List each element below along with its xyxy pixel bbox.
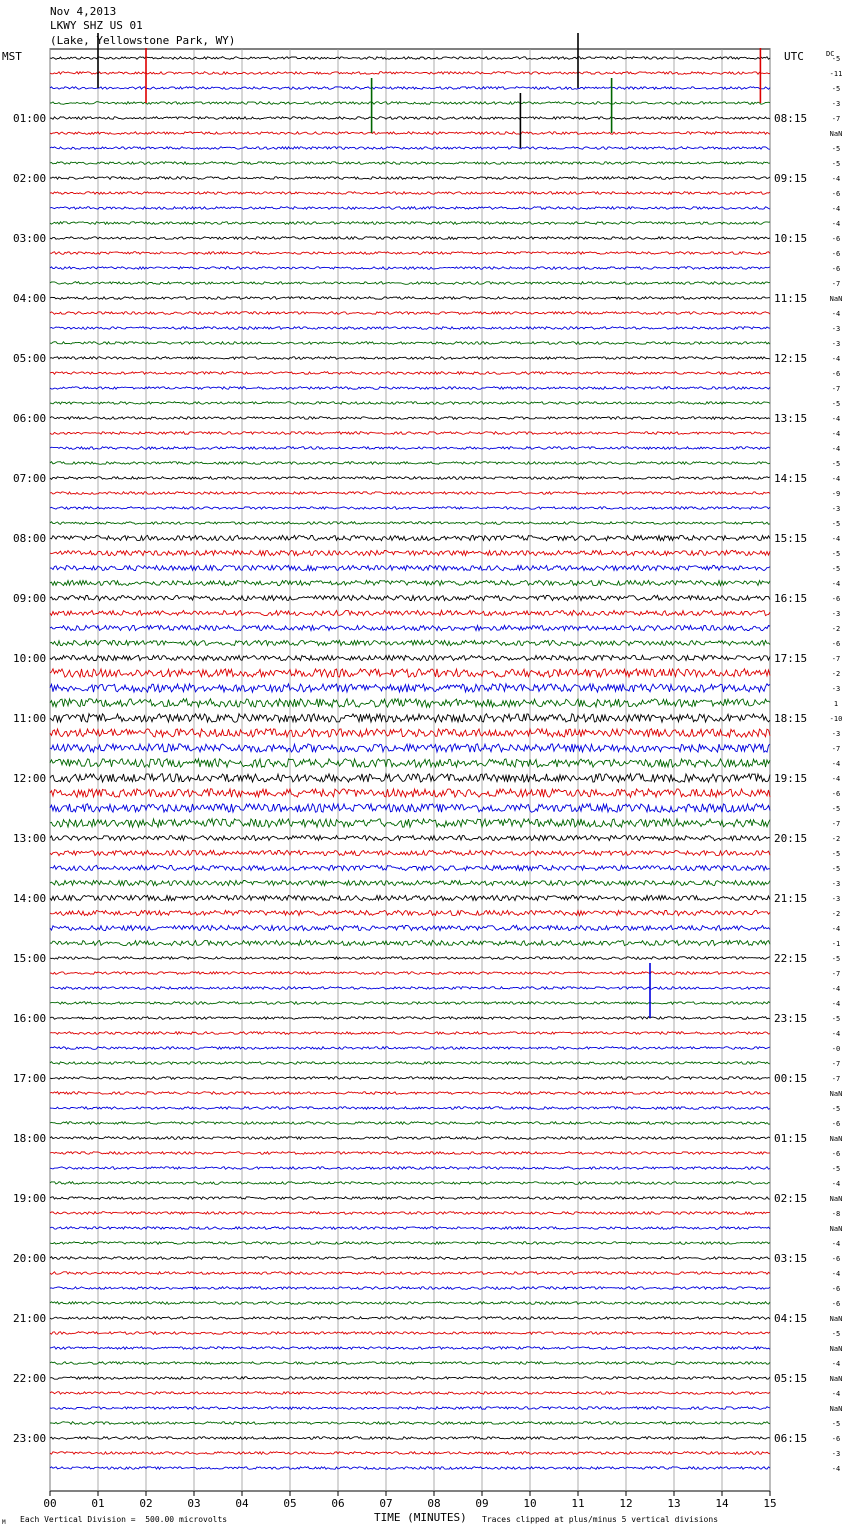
dc-offset-label: -3 — [831, 610, 841, 618]
dc-offset-label: -4 — [831, 580, 841, 588]
trace-row — [50, 1062, 770, 1065]
right-time-label: 08:15 — [774, 112, 808, 125]
dc-offset-label: -6 — [831, 640, 841, 648]
clip-note: Traces clipped at plus/minus 5 vertical divisions — [482, 1515, 719, 1524]
dc-offset-label: -5 — [831, 520, 841, 528]
trace-row — [50, 462, 770, 465]
trace-row — [50, 222, 770, 225]
dc-offset-label: -4 — [831, 760, 841, 768]
x-tick-label: 12 — [619, 1497, 633, 1510]
trace-row — [50, 1362, 770, 1365]
dc-offset-label: -3 — [831, 685, 841, 693]
right-time-label: 20:15 — [774, 832, 808, 845]
trace-row — [50, 282, 770, 285]
dc-offset-label: -4 — [831, 1000, 841, 1008]
trace-row — [50, 684, 770, 692]
dc-offset-label: -5 — [831, 805, 841, 813]
trace-row — [50, 1392, 770, 1395]
right-time-label: 12:15 — [774, 352, 808, 365]
dc-offset-label: -5 — [831, 55, 841, 63]
dc-offset-label: -1 — [831, 940, 841, 948]
dc-label: DC — [826, 50, 835, 58]
trace-row — [50, 57, 770, 60]
trace-row — [50, 117, 770, 120]
trace-row — [50, 147, 770, 150]
trace-row — [50, 744, 770, 752]
trace-row — [50, 1407, 770, 1410]
dc-offset-label: -5 — [831, 85, 841, 93]
dc-offset-label: -4 — [831, 1270, 841, 1278]
dc-offset-label: -7 — [831, 115, 841, 123]
dc-offset-label: -6 — [831, 190, 841, 198]
dc-offset-label: -4 — [831, 475, 841, 483]
dc-offset-label: -4 — [831, 445, 841, 453]
dc-offset-label: -6 — [831, 250, 841, 258]
left-time-label: 10:00 — [13, 652, 47, 665]
trace-row — [50, 669, 770, 677]
right-time-label: 23:15 — [774, 1012, 808, 1025]
left-time-label: 04:00 — [13, 292, 47, 305]
dc-offset-label: -8 — [831, 1210, 841, 1218]
dc-offset-label: -3 — [831, 100, 841, 108]
trace-row — [50, 1332, 770, 1335]
x-tick-label: 03 — [187, 1497, 201, 1510]
trace-row — [50, 957, 770, 960]
right-time-label: 06:15 — [774, 1432, 808, 1445]
dc-offset-label: NaN — [829, 1135, 843, 1143]
dc-offset-label: -9 — [831, 490, 841, 498]
left-time-label: 14:00 — [13, 892, 47, 905]
date-label: Nov 4,2013 — [50, 5, 117, 18]
scale-note: Each Vertical Division = 500.00 microvolts — [20, 1515, 228, 1524]
dc-offset-label: -6 — [831, 235, 841, 243]
left-time-label: 03:00 — [13, 232, 47, 245]
trace-row — [50, 72, 770, 75]
x-tick-label: 11 — [571, 1497, 585, 1510]
dc-offset-label: NaN — [829, 1405, 843, 1413]
trace-row — [50, 789, 770, 797]
x-tick-label: 05 — [283, 1497, 297, 1510]
dc-offset-label: -6 — [831, 1300, 841, 1308]
left-time-label: 08:00 — [13, 532, 47, 545]
x-tick-label: 01 — [91, 1497, 105, 1510]
right-time-label: 16:15 — [774, 592, 808, 605]
dc-offset-label: -5 — [831, 850, 841, 858]
trace-row — [50, 1302, 770, 1305]
dc-offset-label: -4 — [831, 310, 841, 318]
trace-row — [50, 432, 770, 435]
x-tick-label: 10 — [523, 1497, 537, 1510]
dc-offset-label: NaN — [829, 1315, 843, 1323]
dc-offset-label: -4 — [831, 535, 841, 543]
trace-row — [50, 819, 770, 827]
trace-row — [50, 252, 770, 255]
x-tick-label: 14 — [715, 1497, 729, 1510]
x-tick-label: 15 — [763, 1497, 777, 1510]
dc-offset-label: -3 — [831, 730, 841, 738]
right-time-label: 01:15 — [774, 1132, 808, 1145]
trace-row — [50, 714, 770, 722]
dc-offset-label: -10 — [829, 715, 843, 723]
trace-row — [50, 1032, 770, 1035]
dc-offset-label: -6 — [831, 265, 841, 273]
dc-offset-label: -5 — [831, 460, 841, 468]
dc-offset-label: -2 — [831, 835, 841, 843]
dc-offset-label: -7 — [831, 970, 841, 978]
station-label: LKWY SHZ US 01 — [50, 19, 143, 32]
dc-offset-label: -4 — [831, 430, 841, 438]
trace-row — [50, 1377, 770, 1380]
left-time-label: 02:00 — [13, 172, 47, 185]
dc-offset-label: -5 — [831, 1165, 841, 1173]
trace-row — [50, 1137, 770, 1140]
left-time-label: 09:00 — [13, 592, 47, 605]
dc-offset-label: -6 — [831, 1285, 841, 1293]
left-timezone-label: MST — [2, 50, 22, 63]
right-time-label: 18:15 — [774, 712, 808, 725]
trace-row — [50, 1257, 770, 1260]
trace-row — [50, 1452, 770, 1455]
left-time-label: 11:00 — [13, 712, 47, 725]
trace-row — [50, 192, 770, 195]
left-time-label: 16:00 — [13, 1012, 47, 1025]
trace-row — [50, 580, 770, 585]
dc-offset-label: -5 — [831, 400, 841, 408]
trace-row — [50, 759, 770, 767]
dc-offset-label: -5 — [831, 865, 841, 873]
dc-offset-label: -7 — [831, 1075, 841, 1083]
dc-offset-label: -4 — [831, 1465, 841, 1473]
dc-offset-label: NaN — [829, 295, 843, 303]
trace-row — [50, 729, 770, 737]
dc-offset-label: -5 — [831, 160, 841, 168]
trace-row — [50, 880, 770, 885]
trace-row — [50, 987, 770, 990]
trace-row — [50, 836, 770, 841]
x-tick-label: 06 — [331, 1497, 345, 1510]
dc-offset-label: -6 — [831, 370, 841, 378]
trace-row — [50, 237, 770, 240]
trace-row — [50, 387, 770, 390]
dc-offset-label: -3 — [831, 895, 841, 903]
trace-row — [50, 177, 770, 180]
dc-offset-label: -6 — [831, 1255, 841, 1263]
dc-offset-label: -7 — [831, 280, 841, 288]
dc-offset-label: -2 — [831, 910, 841, 918]
trace-row — [50, 1152, 770, 1155]
trace-row — [50, 1122, 770, 1125]
x-tick-label: 07 — [379, 1497, 393, 1510]
dc-offset-label: -5 — [831, 550, 841, 558]
trace-row — [50, 1077, 770, 1080]
left-time-label: 12:00 — [13, 772, 47, 785]
trace-row — [50, 925, 770, 930]
trace-row — [50, 162, 770, 165]
dc-offset-label: -5 — [831, 565, 841, 573]
dc-offset-label: -6 — [831, 1150, 841, 1158]
right-time-label: 15:15 — [774, 532, 808, 545]
trace-row — [50, 625, 770, 630]
trace-row — [50, 357, 770, 360]
trace-row — [50, 565, 770, 570]
trace-row — [50, 1002, 770, 1005]
trace-row — [50, 1017, 770, 1020]
right-time-label: 05:15 — [774, 1372, 808, 1385]
trace-row — [50, 610, 770, 615]
trace-row — [50, 297, 770, 300]
trace-row — [50, 1287, 770, 1290]
trace-row — [50, 1182, 770, 1185]
right-time-label: 14:15 — [774, 472, 808, 485]
dc-offset-label: -4 — [831, 220, 841, 228]
dc-offset-label: -6 — [831, 595, 841, 603]
trace-row — [50, 402, 770, 405]
right-timezone-label: UTC — [784, 50, 804, 63]
left-time-label: 01:00 — [13, 112, 47, 125]
dc-offset-label: -2 — [831, 670, 841, 678]
trace-row — [50, 312, 770, 315]
dc-offset-label: NaN — [829, 1375, 843, 1383]
dc-offset-label: NaN — [829, 1225, 843, 1233]
trace-row — [50, 550, 770, 555]
trace-row — [50, 267, 770, 270]
dc-offset-label: -5 — [831, 145, 841, 153]
dc-offset-label: -5 — [831, 1330, 841, 1338]
trace-row — [50, 1422, 770, 1425]
trace-row — [50, 850, 770, 855]
trace-row — [50, 1272, 770, 1275]
right-time-label: 02:15 — [774, 1192, 808, 1205]
trace-row — [50, 1317, 770, 1320]
trace-row — [50, 595, 770, 600]
trace-row — [50, 535, 770, 540]
dc-offset-label: -6 — [831, 790, 841, 798]
left-time-label: 20:00 — [13, 1252, 47, 1265]
dc-offset-label: 1 — [833, 700, 839, 708]
dc-offset-label: -7 — [831, 745, 841, 753]
trace-row — [50, 342, 770, 345]
trace-row — [50, 102, 770, 105]
trace-row — [50, 1092, 770, 1095]
dc-offset-label: NaN — [829, 1195, 843, 1203]
left-time-label: 06:00 — [13, 412, 47, 425]
dc-offset-label: -4 — [831, 1180, 841, 1188]
dc-offset-label: -4 — [831, 175, 841, 183]
left-time-label: 15:00 — [13, 952, 47, 965]
dc-offset-label: -6 — [831, 1435, 841, 1443]
dc-offset-label: -5 — [831, 1015, 841, 1023]
dc-offset-label: -11 — [829, 70, 843, 78]
dc-offset-label: -4 — [831, 205, 841, 213]
left-time-label: 13:00 — [13, 832, 47, 845]
trace-row — [50, 477, 770, 480]
location-label: (Lake, Yellowstone Park, WY) — [50, 34, 236, 47]
left-time-label: 23:00 — [13, 1432, 47, 1445]
dc-offset-label: -2 — [831, 625, 841, 633]
trace-row — [50, 1467, 770, 1470]
trace-row — [50, 972, 770, 975]
dc-offset-label: NaN — [829, 1345, 843, 1353]
right-time-label: 22:15 — [774, 952, 808, 965]
right-time-label: 17:15 — [774, 652, 808, 665]
trace-row — [50, 492, 770, 495]
dc-offset-label: -5 — [831, 1420, 841, 1428]
trace-row — [50, 1107, 770, 1110]
dc-offset-label: -4 — [831, 775, 841, 783]
right-time-label: 04:15 — [774, 1312, 808, 1325]
trace-row — [50, 1437, 770, 1440]
trace-row — [50, 372, 770, 375]
left-time-label: 19:00 — [13, 1192, 47, 1205]
right-time-label: 09:15 — [774, 172, 808, 185]
dc-offset-label: -7 — [831, 385, 841, 393]
x-tick-label: 09 — [475, 1497, 489, 1510]
trace-row — [50, 640, 770, 645]
trace-row — [50, 655, 770, 660]
trace-row — [50, 132, 770, 135]
trace-row — [50, 417, 770, 420]
trace-row — [50, 1227, 770, 1230]
dc-offset-label: -7 — [831, 655, 841, 663]
dc-offset-label: -3 — [831, 1450, 841, 1458]
dc-offset-label: -5 — [831, 955, 841, 963]
trace-row — [50, 910, 770, 915]
right-time-label: 00:15 — [774, 1072, 808, 1085]
dc-offset-label: -6 — [831, 1120, 841, 1128]
footer-mark: M — [2, 1519, 6, 1526]
trace-row — [50, 1242, 770, 1245]
dc-offset-label: -4 — [831, 355, 841, 363]
right-time-label: 03:15 — [774, 1252, 808, 1265]
trace-row — [50, 774, 770, 782]
right-time-label: 10:15 — [774, 232, 808, 245]
x-axis-title: TIME (MINUTES) — [374, 1511, 467, 1524]
dc-offset-label: -4 — [831, 1240, 841, 1248]
trace-row — [50, 1347, 770, 1350]
dc-offset-label: -3 — [831, 880, 841, 888]
dc-offset-label: -5 — [831, 1105, 841, 1113]
trace-row — [50, 865, 770, 870]
left-time-label: 22:00 — [13, 1372, 47, 1385]
left-time-label: 21:00 — [13, 1312, 47, 1325]
left-time-label: 17:00 — [13, 1072, 47, 1085]
dc-offset-label: -4 — [831, 1360, 841, 1368]
left-time-label: 07:00 — [13, 472, 47, 485]
trace-row — [50, 895, 770, 900]
x-tick-label: 08 — [427, 1497, 441, 1510]
dc-offset-label: -3 — [831, 340, 841, 348]
right-time-label: 19:15 — [774, 772, 808, 785]
x-tick-label: 00 — [43, 1497, 57, 1510]
dc-offset-label: -7 — [831, 820, 841, 828]
trace-row — [50, 522, 770, 525]
left-time-label: 18:00 — [13, 1132, 47, 1145]
right-time-label: 21:15 — [774, 892, 808, 905]
trace-row — [50, 1167, 770, 1170]
right-time-label: 11:15 — [774, 292, 808, 305]
left-time-label: 05:00 — [13, 352, 47, 365]
dc-offset-label: -7 — [831, 1060, 841, 1068]
dc-offset-label: -4 — [831, 415, 841, 423]
trace-row — [50, 87, 770, 90]
dc-offset-label: NaN — [829, 130, 843, 138]
trace-row — [50, 507, 770, 510]
dc-offset-label: -3 — [831, 505, 841, 513]
x-tick-label: 04 — [235, 1497, 249, 1510]
trace-row — [50, 804, 770, 812]
trace-row — [50, 327, 770, 330]
trace-row — [50, 940, 770, 945]
x-tick-label: 02 — [139, 1497, 153, 1510]
dc-offset-label: -4 — [831, 985, 841, 993]
x-tick-label: 13 — [667, 1497, 681, 1510]
trace-row — [50, 1197, 770, 1200]
trace-row — [50, 699, 770, 707]
right-time-label: 13:15 — [774, 412, 808, 425]
dc-offset-label: NaN — [829, 1090, 843, 1098]
trace-row — [50, 207, 770, 210]
dc-offset-label: -0 — [831, 1045, 841, 1053]
dc-offset-label: -4 — [831, 925, 841, 933]
trace-row — [50, 1212, 770, 1215]
dc-offset-label: -3 — [831, 325, 841, 333]
trace-row — [50, 447, 770, 450]
trace-row — [50, 1047, 770, 1050]
dc-offset-label: -4 — [831, 1390, 841, 1398]
dc-offset-label: -4 — [831, 1030, 841, 1038]
